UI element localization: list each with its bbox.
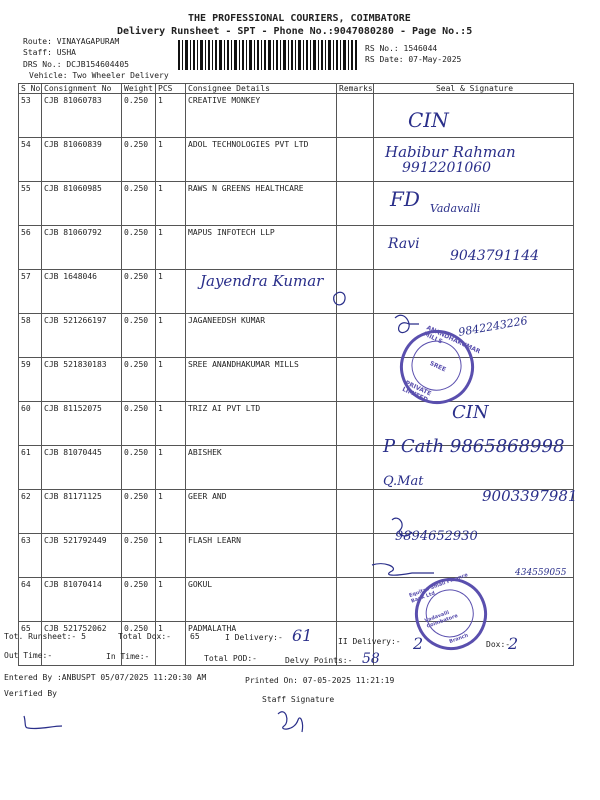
row-sno: 58: [19, 314, 42, 358]
stamp2-text-top: Equitas Small Finance Bank Ltd: [408, 572, 469, 605]
row-consignee: GEER AND: [186, 490, 337, 534]
row-pcs: 1: [156, 314, 186, 358]
row-consignment-no: CJB 81171125: [42, 490, 122, 534]
staff-signature: Staff Signature: [262, 695, 335, 704]
col-remarks: Remarks: [337, 84, 374, 94]
row-weight: 0.250: [122, 314, 156, 358]
signature-r57-loop: [334, 292, 345, 305]
i-delivery-value: 61: [292, 626, 313, 645]
delivery-points-value: 58: [362, 651, 380, 667]
row-weight: 0.250: [122, 622, 156, 666]
staff: Staff: USHA: [23, 48, 76, 57]
row-weight: 0.250: [122, 534, 156, 578]
signature-r63: [392, 518, 412, 536]
row-consignee: CREATIVE MONKEY: [186, 94, 337, 138]
row-weight: 0.250: [122, 270, 156, 314]
rs-date: RS Date: 07-May-2025: [365, 55, 462, 64]
row-sno: 60: [19, 402, 42, 446]
row-weight: 0.250: [122, 578, 156, 622]
row-sno: 62: [19, 490, 42, 534]
i-delivery-label: I Delivery:-: [225, 633, 283, 642]
row-pcs: 1: [156, 622, 186, 666]
row-weight: 0.250: [122, 182, 156, 226]
handwriting-r62-phone: 9003397981: [482, 487, 578, 505]
vehicle: Vehicle: Two Wheeler Delivery: [29, 71, 169, 80]
handwriting-r54-phone: 9912201060: [402, 160, 492, 176]
handwriting-r60: CIN: [452, 402, 489, 423]
row-consignee: GOKUL: [186, 578, 337, 622]
handwriting-r62-name: Q.Mat: [383, 474, 424, 489]
row-consignment-no: CJB 521752062: [42, 622, 122, 666]
row-consignment-no: CJB 1648046: [42, 270, 122, 314]
row-weight: 0.250: [122, 138, 156, 182]
col-seal-signature: Seal & Signature: [374, 84, 574, 94]
col-weight: Weight: [122, 84, 156, 94]
handwriting-r56-name: Ravi: [388, 236, 420, 252]
row-pcs: 1: [156, 94, 186, 138]
total-dox-value: 65: [190, 632, 200, 641]
row-weight: 0.250: [122, 402, 156, 446]
row-consignment-no: CJB 81070414: [42, 578, 122, 622]
out-time: Out Time:-: [4, 651, 53, 660]
row-sno: 65: [19, 622, 42, 666]
row-pcs: 1: [156, 182, 186, 226]
handwriting-r53: CIN: [408, 108, 449, 132]
row-consignment-no: CJB 81060783: [42, 94, 122, 138]
row-pcs: 1: [156, 358, 186, 402]
row-consignment-no: CJB 81060839: [42, 138, 122, 182]
row-consignee: JAGANEEDSH KUMAR: [186, 314, 337, 358]
handwriting-r63-phone: 9894652930: [395, 529, 478, 544]
row-pcs: 1: [156, 534, 186, 578]
row-consignment-no: CJB 521792449: [42, 534, 122, 578]
total-runsheet: Tot. Runsheet:- 5: [4, 632, 86, 641]
row-consignee: RAWS N GREENS HEALTHCARE: [186, 182, 337, 226]
col-consignment: Consignment No: [42, 84, 122, 94]
delivery-points-label: Delvy Points:-: [285, 656, 353, 665]
row-weight: 0.250: [122, 226, 156, 270]
entered-by: Entered By :ANBUSPT 05/07/2025 11:20:30 AM: [4, 673, 207, 682]
signature-verified: [24, 716, 62, 729]
row-pcs: 1: [156, 446, 186, 490]
company-name: THE PROFESSIONAL COURIERS, COIMBATORE: [188, 13, 411, 24]
stamp2-text-bottom: Branch: [448, 632, 470, 646]
signature-r58: [395, 315, 419, 332]
handwriting-r55-place: Vadavalli: [430, 202, 481, 215]
handwriting-r61: P Cath 9865868998: [383, 436, 565, 457]
ii-delivery-label: II Delivery:-: [338, 637, 401, 646]
row-consignment-no: CJB 81070445: [42, 446, 122, 490]
handwriting-r64-phone: 434559055: [515, 568, 567, 578]
row-consignee: SREE ANANDHAKUMAR MILLS: [186, 358, 337, 402]
row-pcs: 1: [156, 270, 186, 314]
row-sno: 64: [19, 578, 42, 622]
stamp2-text-mid: Vadavalli Coimbatore: [423, 609, 459, 630]
row-consignee: ABISHEK: [186, 446, 337, 490]
col-pcs: PCS: [156, 84, 186, 94]
handwriting-r56-phone: 9043791144: [450, 248, 540, 264]
drs-number: DRS No.: DCJB154604405: [23, 60, 129, 69]
row-weight: 0.250: [122, 446, 156, 490]
row-weight: 0.250: [122, 358, 156, 402]
row-pcs: 1: [156, 226, 186, 270]
verified-by: Verified By: [4, 689, 57, 698]
ii-delivery-value: 2: [413, 634, 424, 653]
row-sno: 57: [19, 270, 42, 314]
row-consignee: FLASH LEARN: [186, 534, 337, 578]
row-consignment-no: CJB 521266197: [42, 314, 122, 358]
row-sno: 61: [19, 446, 42, 490]
row-pcs: 1: [156, 138, 186, 182]
row-consignment-no: CJB 521830183: [42, 358, 122, 402]
row-pcs: 1: [156, 490, 186, 534]
row-consignee: MAPUS INFOTECH LLP: [186, 226, 337, 270]
row-sno: 54: [19, 138, 42, 182]
handwriting-r58-phone: 9842243226: [457, 314, 529, 339]
total-pod: Total POD:-: [204, 654, 257, 663]
col-consignee: Consignee Details: [186, 84, 337, 94]
row-weight: 0.250: [122, 490, 156, 534]
stamp-text-bottom: PRIVATE LIMITED: [401, 379, 433, 404]
handwriting-r55-initials: FD: [390, 187, 420, 211]
route: Route: VINAYAGAPURAM: [23, 37, 120, 46]
handwriting-r54-name: Habibur Rahman: [385, 143, 516, 161]
rs-number: RS No.: 1546044: [365, 44, 438, 53]
row-sno: 56: [19, 226, 42, 270]
row-weight: 0.250: [122, 94, 156, 138]
stamp-text-top: ANANDHAKUMAR MILLS: [422, 324, 482, 356]
dox-value: 2: [508, 634, 519, 653]
row-sno: 53: [19, 94, 42, 138]
row-pcs: 1: [156, 578, 186, 622]
in-time: In Time:-: [106, 652, 150, 661]
row-consignee: TRIZ AI PVT LTD: [186, 402, 337, 446]
row-consignee: ADOL TECHNOLOGIES PVT LTD: [186, 138, 337, 182]
stamp-text-mid: SREE: [428, 359, 447, 374]
signature-r64: [372, 564, 434, 575]
handwriting-r57: Jayendra Kumar: [200, 272, 324, 290]
row-consignee: PADMALATHA: [186, 622, 337, 666]
row-pcs: 1: [156, 402, 186, 446]
runsheet-title: Delivery Runsheet - SPT - Phone No.:9047080280 - Page No.:5: [117, 26, 473, 37]
row-sno: 59: [19, 358, 42, 402]
row-consignment-no: CJB 81152075: [42, 402, 122, 446]
row-consignment-no: CJB 81060792: [42, 226, 122, 270]
col-sno: S No: [19, 84, 42, 94]
signature-staff: [278, 712, 303, 732]
row-sno: 63: [19, 534, 42, 578]
total-dox-label: Total Dox:-: [118, 632, 171, 641]
dox-label: Dox:-: [486, 640, 511, 649]
printed-on: Printed On: 07-05-2025 11:21:19: [245, 676, 395, 685]
row-consignment-no: CJB 81060985: [42, 182, 122, 226]
row-sno: 55: [19, 182, 42, 226]
